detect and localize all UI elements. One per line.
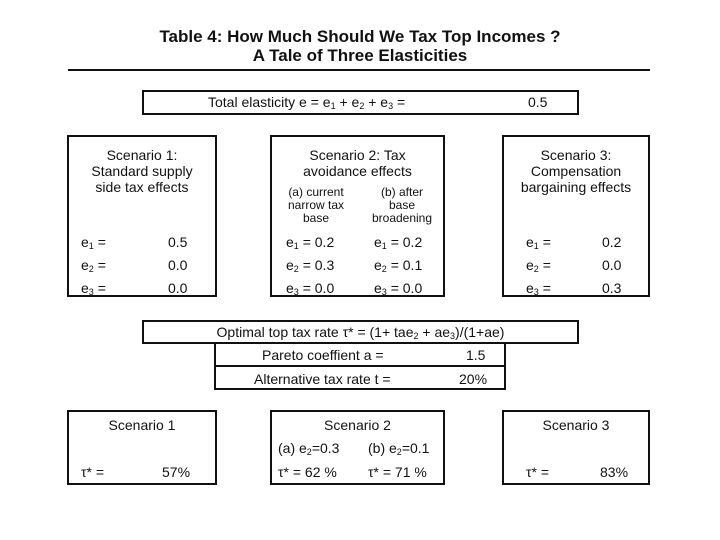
page-title: Table 4: How Much Should We Tax Top Incomes ? [159, 27, 561, 46]
scenario-3-heading-3: bargaining effects [520, 179, 632, 195]
scenario-3-e2-value: 0.0 [602, 257, 622, 273]
parameters-divider [216, 365, 504, 367]
result-scenario-3-heading: Scenario 3 [542, 417, 610, 433]
scenario-2a-e3: $e_3 = 0.0$ [286, 280, 335, 297]
scenario-2-col-a-1: (a) current [288, 185, 344, 199]
result-scenario-1-tau-label: τ* = [81, 464, 105, 480]
result-scenario-3-box [502, 410, 650, 485]
total-elasticity-value: 0.5 [528, 94, 548, 110]
scenario-1-box [67, 135, 217, 297]
scenario-2-heading-1: Scenario 2: Tax [309, 147, 406, 163]
scenario-1-e1-label: $e_1$ = [81, 234, 106, 251]
result-scenario-2b-tau: τ* = 71 % [368, 464, 427, 480]
scenario-3-e3-value: 0.3 [602, 280, 622, 296]
scenario-2-col-a-3: base [302, 211, 330, 225]
scenario-2a-e1: $e_1 = 0.2$ [286, 234, 335, 251]
result-scenario-2-heading: Scenario 2 [324, 417, 391, 433]
scenario-1-heading-3: side tax effects [95, 179, 189, 195]
scenario-2-col-a-2: narrow tax [287, 198, 345, 212]
result-scenario-2-box [270, 410, 445, 485]
scenario-2-heading-2: avoidance effects [303, 163, 412, 179]
scenario-1-heading-1: Scenario 1: [106, 147, 178, 163]
pareto-label: Pareto coeffient a = [262, 347, 384, 363]
alt-rate-value: 20% [459, 371, 488, 387]
scenario-3-e1-value: 0.2 [602, 234, 622, 250]
scenario-1-e2-label: $e_2$ = [81, 257, 106, 274]
result-scenario-2a-case: (a) $e_2=0.3$ [278, 440, 340, 457]
scenario-2b-e1: $e_1 = 0.2$ [374, 234, 423, 251]
scenario-1-e1-value: 0.5 [168, 234, 188, 250]
result-scenario-2b-case: (b) $e_2=0.1$ [368, 440, 430, 457]
scenario-3-e2-label: $e_2$ = [526, 257, 551, 274]
pareto-value: 1.5 [466, 347, 486, 363]
scenario-2b-e2: $e_2 = 0.1$ [374, 257, 423, 274]
parameters-box [214, 342, 506, 390]
scenario-2b-e3: $e_3 = 0.0$ [374, 280, 423, 297]
scenario-1-e3-value: 0.0 [168, 280, 188, 296]
scenario-1-e3-label: $e_3$ = [81, 280, 106, 297]
scenario-3-heading-1: Scenario 3: [540, 147, 612, 163]
total-elasticity-box [142, 90, 579, 115]
scenario-1-e2-value: 0.0 [168, 257, 188, 273]
result-scenario-1-tau-value: 57% [162, 464, 191, 480]
result-scenario-3-tau-value: 83% [600, 464, 629, 480]
scenario-2-box [270, 135, 445, 297]
result-scenario-2a-tau: τ* = 62 % [278, 464, 337, 480]
scenario-2a-e2: $e_2 = 0.3$ [286, 257, 335, 274]
scenario-3-e1-label: $e_1$ = [526, 234, 551, 251]
scenario-3-e3-label: $e_3$ = [526, 280, 551, 297]
optimal-formula-box [142, 320, 579, 344]
scenario-2-col-b-3: broadening [371, 211, 433, 225]
scenario-3-heading-2: Compensation [530, 163, 622, 179]
total-elasticity-label: Total elasticity $e = e_1 + e_2 + e_3$ = [208, 94, 406, 111]
scenario-2-col-b-1: (b) after [380, 185, 423, 199]
scenario-2-col-b-2: base [388, 198, 416, 212]
title-divider [68, 69, 650, 71]
result-scenario-1-box [67, 410, 217, 485]
scenario-1-heading-2: Standard supply [91, 163, 193, 179]
result-scenario-1-heading: Scenario 1 [108, 417, 176, 433]
optimal-formula: Optimal top tax rate $\tau* = (1+ tae_2 + ae_3)/(1+ae)$ [216, 324, 505, 341]
result-scenario-3-tau-label: τ* = [526, 464, 550, 480]
scenario-3-box [502, 135, 650, 297]
alt-rate-label: Alternative tax rate t = [254, 371, 391, 387]
page-subtitle: A Tale of Three Elasticities [252, 46, 468, 65]
